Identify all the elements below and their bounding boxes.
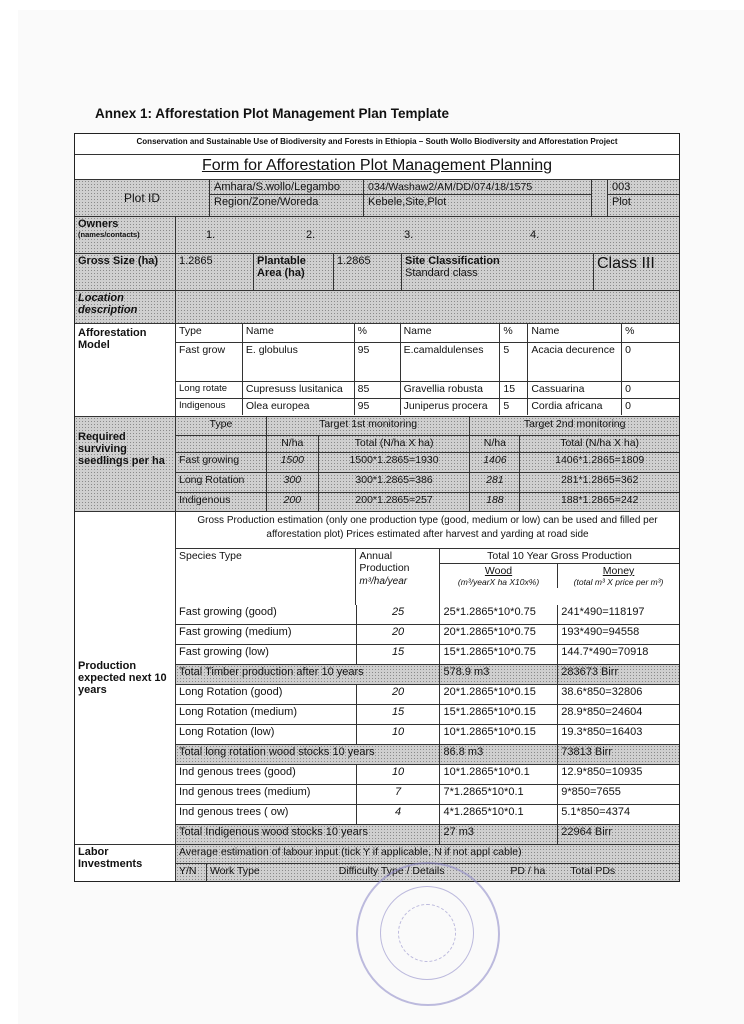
labor-col-header: Work Type xyxy=(206,864,336,882)
production-cell: Ind genous trees (good) xyxy=(179,766,296,778)
seedlings-data-row xyxy=(176,472,679,492)
owners-label: Owners xyxy=(78,218,119,230)
seedlings-cell: 1500 xyxy=(266,453,318,472)
production-cell: Total Timber production after 10 years xyxy=(179,666,364,678)
production-data-row xyxy=(176,784,679,804)
seedlings-cell: 200 xyxy=(266,493,318,512)
labor-col-header: Total PDs xyxy=(570,865,616,877)
region-label: Region/Zone/Woreda xyxy=(214,196,319,208)
production-data-row xyxy=(176,704,679,724)
location-row xyxy=(75,290,679,323)
owners-sublabel: (names/contacts) xyxy=(78,230,140,239)
seedlings-data-row xyxy=(176,492,679,512)
location-label: Location description xyxy=(78,292,138,316)
labor-col-header: Difficulty Type / Details xyxy=(338,865,445,877)
plan-form xyxy=(74,133,680,882)
plot-id-row xyxy=(75,179,679,216)
seedlings-cell: 188 xyxy=(469,493,519,512)
seedlings-sub-header: N/ha xyxy=(266,436,318,452)
model-header: Type xyxy=(179,325,202,337)
model-cell: Long rotate xyxy=(179,383,228,394)
production-cell: 15*1.2865*10*0.15 xyxy=(439,705,557,724)
production-cell: 73813 Birr xyxy=(557,745,679,764)
kebele-label: Kebele,Site,Plot xyxy=(368,196,447,208)
labor-row xyxy=(75,844,679,881)
production-cell: 15*1.2865*10*0.75 xyxy=(439,645,557,664)
production-data-row xyxy=(176,724,679,744)
owner-slot-1: 1. xyxy=(206,229,216,241)
seedlings-cell: Fast growing xyxy=(179,454,240,466)
production-label: Production expected next 10 years xyxy=(78,660,167,696)
site-class-value: Class III xyxy=(593,254,679,290)
plantable-label: Plantable Area (ha) xyxy=(257,255,306,279)
production-cell: 7 xyxy=(356,785,440,804)
annex-title: Annex 1: Afforestation Plot Management Plan Template xyxy=(95,106,450,121)
seedlings-cell: 188*1.2865=242 xyxy=(519,493,679,512)
production-cell: 10 xyxy=(356,725,440,744)
model-cell: Cassuarina xyxy=(527,382,621,398)
model-header-row xyxy=(176,324,679,342)
production-cell: Fast growing (medium) xyxy=(179,626,292,638)
production-data-row xyxy=(176,804,679,824)
production-cell: Total Indigenous wood stocks 10 years xyxy=(179,826,368,838)
region-value: Amhara/S.wollo/Legambo xyxy=(210,180,363,195)
production-data-row xyxy=(176,624,679,644)
production-cell: 15 xyxy=(356,645,440,664)
seedlings-target1-header: Target 1st monitoring xyxy=(266,417,470,435)
model-cell: Acacia decurence xyxy=(527,343,621,381)
gross-size-row xyxy=(75,253,679,290)
model-cell: Fast grow xyxy=(179,344,226,356)
production-cell: 20 xyxy=(356,685,440,704)
model-header: Name xyxy=(527,324,621,342)
model-row xyxy=(176,381,679,398)
model-cell: Olea europea xyxy=(242,399,354,415)
production-cell: 9*850=7655 xyxy=(557,785,679,804)
production-cell: 283673 Birr xyxy=(557,665,679,684)
owner-slot-3: 3. xyxy=(404,229,414,241)
model-cell: Juniperus procera xyxy=(400,399,500,415)
owner-slot-2: 2. xyxy=(306,229,316,241)
seedlings-cell: 1500*1.2865=1930 xyxy=(318,453,470,472)
model-cell: 5 xyxy=(499,399,527,415)
seedlings-cell: Indigenous xyxy=(179,494,231,506)
site-class-label: Site Classification xyxy=(405,255,500,267)
production-cell: Fast growing (low) xyxy=(179,646,269,658)
production-cell: 10*1.2865*10*0.1 xyxy=(439,765,557,784)
seedlings-cell: 281*1.2865=362 xyxy=(519,473,679,492)
model-cell: Cupresuss lusitanica xyxy=(242,382,354,398)
production-cell: Long Rotation (medium) xyxy=(179,706,298,718)
afforestation-model-label: Afforestation Model xyxy=(78,327,147,351)
wood-header: Wood xyxy=(484,565,513,577)
seedlings-cell: 300*1.2865=386 xyxy=(318,473,470,492)
production-cell: Fast growing (good) xyxy=(179,606,277,618)
wood-unit: (m³/yearX ha X10x%) xyxy=(457,577,540,587)
model-row xyxy=(176,342,679,381)
seedlings-sub-header: N/ha xyxy=(469,436,519,452)
model-cell: E. globulus xyxy=(242,343,354,381)
labor-col-header: PD / ha xyxy=(510,865,546,877)
official-stamp xyxy=(356,862,500,1006)
seedlings-data-row xyxy=(176,452,679,472)
production-data-row xyxy=(176,644,679,664)
production-data-row xyxy=(176,764,679,784)
plot-id-label: Plot ID xyxy=(123,191,160,205)
production-cell: 10 xyxy=(356,765,440,784)
production-cell: 5.1*850=4374 xyxy=(557,805,679,824)
model-cell: 15 xyxy=(499,382,527,398)
owner-slot-4: 4. xyxy=(530,229,540,241)
model-cell: 0 xyxy=(621,382,679,398)
model-cell: 0 xyxy=(621,343,679,381)
labor-note: Average estimation of labour input (tick Y if applicable, N if not appl cable) xyxy=(179,846,522,858)
seedlings-cell: 281 xyxy=(469,473,519,492)
model-cell: 5 xyxy=(499,343,527,381)
model-cell: Cordia africana xyxy=(527,399,621,415)
kebele-value: 034/Washaw2/AM/DD/074/18/1575 xyxy=(364,180,591,195)
total-production-header: Total 10 Year Gross Production xyxy=(440,549,679,564)
model-cell: 95 xyxy=(354,343,400,381)
production-cell: 578.9 m3 xyxy=(439,665,557,684)
plot-label: Plot xyxy=(612,196,631,208)
seedlings-row xyxy=(75,416,679,511)
production-header-row xyxy=(176,548,679,605)
production-cell: 25 xyxy=(356,605,440,624)
seedlings-label: Required surviving seedlings per ha xyxy=(78,431,165,467)
production-cell: 20*1.2865*10*0.75 xyxy=(439,625,557,644)
annual-production-header: Annual Production xyxy=(359,550,410,574)
production-total-row xyxy=(176,664,679,684)
seedlings-sub-header: Total (N/ha X ha) xyxy=(519,436,679,452)
model-cell: Gravellia robusta xyxy=(400,382,500,398)
production-total-row xyxy=(176,824,679,844)
production-note: Gross Production estimation (only one production type (good, medium or low) can be used and filled per afforestation plot) Prices estimated after harvest and yarding at road side xyxy=(197,515,658,540)
species-type-header: Species Type xyxy=(179,550,242,562)
labor-label: Labor Investments xyxy=(78,846,143,870)
seedlings-cell: 1406 xyxy=(469,453,519,472)
model-row xyxy=(176,398,679,415)
production-cell: 10*1.2865*10*0.15 xyxy=(439,725,557,744)
plot-number: 003 xyxy=(608,180,679,195)
production-cell: Ind genous trees (medium) xyxy=(179,786,311,798)
owners-row xyxy=(75,216,679,253)
model-cell: E.camaldulenses xyxy=(400,343,500,381)
project-title: Conservation and Sustainable Use of Biodiversity and Forests in Ethiopia – South Wollo Biodiversity and Afforestation Project xyxy=(136,137,618,146)
afforestation-model-row xyxy=(75,323,679,416)
model-cell: Indigenous xyxy=(179,400,226,411)
seedlings-cell: 1406*1.2865=1809 xyxy=(519,453,679,472)
production-cell: 4 xyxy=(356,805,440,824)
production-cell: 12.9*850=10935 xyxy=(557,765,679,784)
model-header: % xyxy=(354,324,400,342)
production-cell: Ind genous trees ( ow) xyxy=(179,806,289,818)
model-header: Name xyxy=(400,324,500,342)
production-cell: 4*1.2865*10*0.1 xyxy=(439,805,557,824)
model-cell: 85 xyxy=(354,382,400,398)
production-cell: 25*1.2865*10*0.75 xyxy=(439,605,557,624)
production-cell: 28.9*850=24604 xyxy=(557,705,679,724)
production-data-row xyxy=(176,605,679,624)
gross-size-label: Gross Size (ha) xyxy=(78,255,159,267)
money-unit: (total m³ X price per m³) xyxy=(573,577,664,587)
production-cell: 38.6*850=32806 xyxy=(557,685,679,704)
site-class-sub: Standard class xyxy=(405,267,478,279)
production-cell: Total long rotation wood stocks 10 years xyxy=(179,746,375,758)
gross-size-value: 1.2865 xyxy=(175,254,253,290)
plantable-value: 1.2865 xyxy=(333,254,401,290)
production-cell: Long Rotation (low) xyxy=(179,726,275,738)
labor-col-header: Y/N xyxy=(179,865,197,877)
annual-production-unit: m³/ha/year xyxy=(359,576,408,587)
form-title: Form for Afforestation Plot Management Planning xyxy=(201,157,553,174)
production-cell: 86.8 m3 xyxy=(439,745,557,764)
model-cell: 95 xyxy=(354,399,400,415)
model-header: % xyxy=(499,324,527,342)
production-total-row xyxy=(176,744,679,764)
model-header: % xyxy=(621,324,679,342)
money-header: Money xyxy=(602,565,635,577)
production-cell: 20 xyxy=(356,625,440,644)
production-cell: 7*1.2865*10*0.1 xyxy=(439,785,557,804)
seedlings-target2-header: Target 2nd monitoring xyxy=(469,417,679,435)
model-cell: 0 xyxy=(621,399,679,415)
seedlings-cell: 200*1.2865=257 xyxy=(318,493,470,512)
production-cell: 144.7*490=70918 xyxy=(557,645,679,664)
seedlings-type-header: Type xyxy=(209,418,233,430)
seedlings-cell: 300 xyxy=(266,473,318,492)
seedlings-sub-header: Total (N/ha X ha) xyxy=(318,436,470,452)
model-header: Name xyxy=(242,324,354,342)
production-cell: Long Rotation (good) xyxy=(179,686,283,698)
production-cell: 241*490=118197 xyxy=(557,605,679,624)
production-cell: 19.3*850=16403 xyxy=(557,725,679,744)
production-cell: 193*490=94558 xyxy=(557,625,679,644)
production-row xyxy=(75,511,679,844)
production-data-row xyxy=(176,684,679,704)
production-cell: 27 m3 xyxy=(439,825,557,844)
production-cell: 15 xyxy=(356,705,440,724)
production-cell: 22964 Birr xyxy=(557,825,679,844)
seedlings-cell: Long Rotation xyxy=(179,474,245,486)
production-cell: 20*1.2865*10*0.15 xyxy=(439,685,557,704)
